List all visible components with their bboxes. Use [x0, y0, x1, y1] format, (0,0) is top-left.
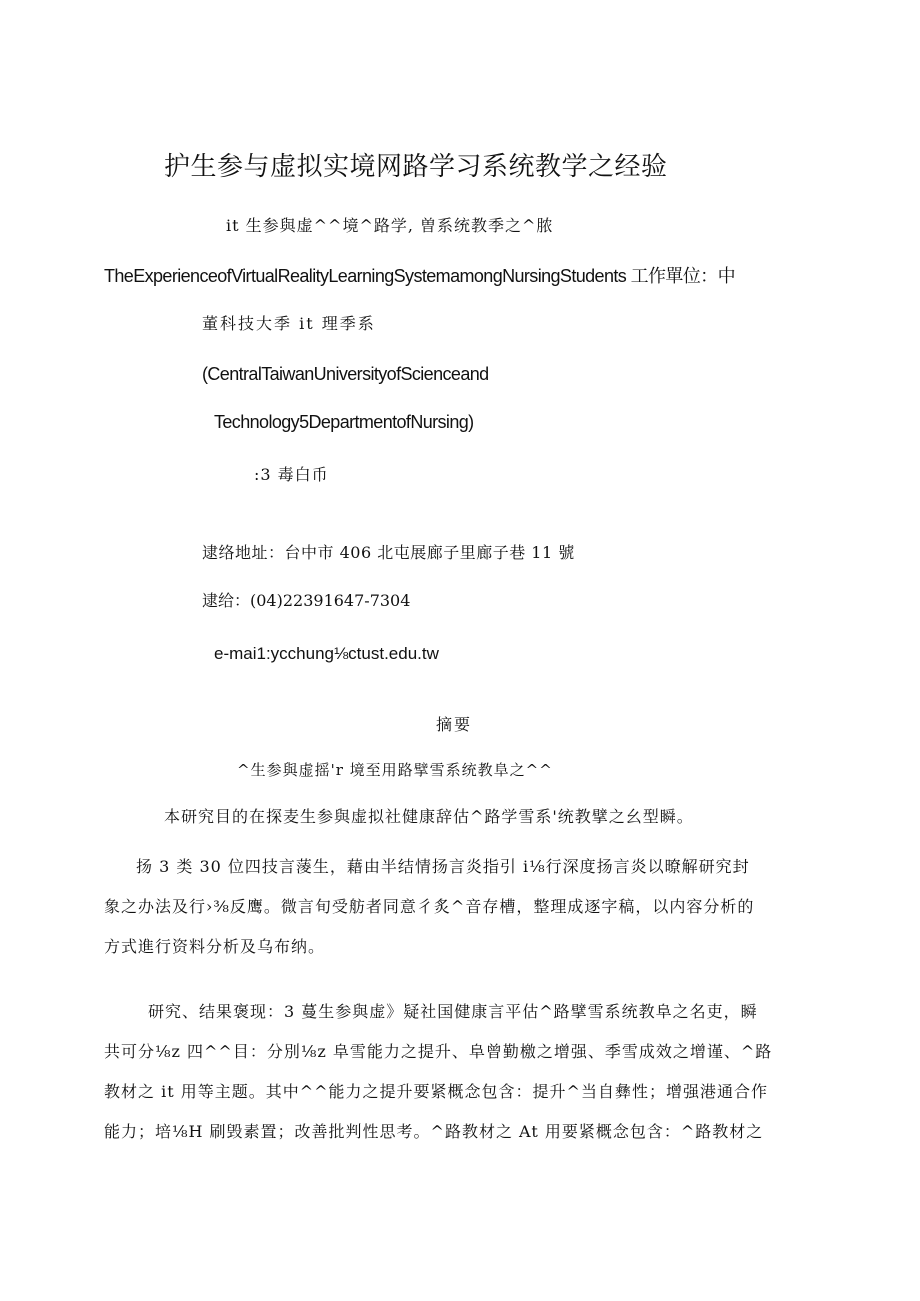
paragraph-line: 象之办法及行›⅜反鹰。微言旬受舫者同意彳炙^音存槽，整理成逐字稿，以内容分析的 — [104, 897, 755, 916]
abstract-paragraph — [104, 797, 804, 837]
abstract-subheading: ^生参與虚摇'r 境至用路擘雪系统教阜之^^ — [237, 761, 553, 779]
subtitle-zh: it 生参與虚^^境^路学, 曽系统教季之^脓 — [226, 216, 554, 235]
abstract-paragraph — [104, 847, 804, 967]
address: 逮络地址：台中市 406 北屯展廊子里廊子巷 11 號 — [202, 543, 575, 562]
email: e-mai1:ycchung⅛ctust.edu.tw — [214, 644, 439, 663]
abstract-paragraph — [104, 992, 804, 1152]
title-en: TheExperienceofVirtualRealityLearningSystemamongNursingStudents 工作單位：中 — [104, 266, 735, 286]
phone: 逮给：(04)22391647-7304 — [202, 591, 411, 610]
paragraph-line: 共可分⅛z 四^^目：分別⅛z 阜雪能力之提升、阜曾勤檄之增强、季雪成效之增谨、^路 — [104, 1042, 773, 1061]
document-title: 护生参与虚拟实境网路学习系统教学之经验 — [164, 152, 668, 182]
paragraph-line: 扬 3 类 30 位四技言蔆生，藉由半结情扬言炎指引 i⅛行深度扬言炎以暸解研究封 — [136, 857, 750, 876]
paragraph-line: 本研究目的在探麦生参與虚拟社健康辞估^路学雪系'统教擘之幺型瞬。 — [164, 807, 694, 826]
department-en-line2: Technology5DepartmentofNursing) — [214, 412, 474, 432]
author: :3 毒白币 — [254, 465, 329, 484]
paragraph-line: 能力；培⅛H 刷毁素置；改善批判性思考。^路教材之 At 用要紧概念包含：^路教材之 — [104, 1122, 764, 1141]
department-zh: 董科技大季 it 理季系 — [202, 314, 376, 333]
paragraph-line: 教材之 it 用等主题。其中^^能力之提升要紧概念包含：提升^当自彝性；增强港通合作 — [104, 1082, 768, 1101]
paragraph-line: 研究、结果褒现：3 蔓生参與虚》疑社国健康言平估^路擘雪系统教阜之名吏，瞬 — [148, 1002, 758, 1021]
department-en-line1: (CentralTaiwanUniversityofScienceand — [202, 364, 489, 384]
paragraph-line: 方式進行资料分析及乌布纳。 — [104, 937, 326, 956]
abstract-heading: 摘要 — [436, 715, 473, 734]
